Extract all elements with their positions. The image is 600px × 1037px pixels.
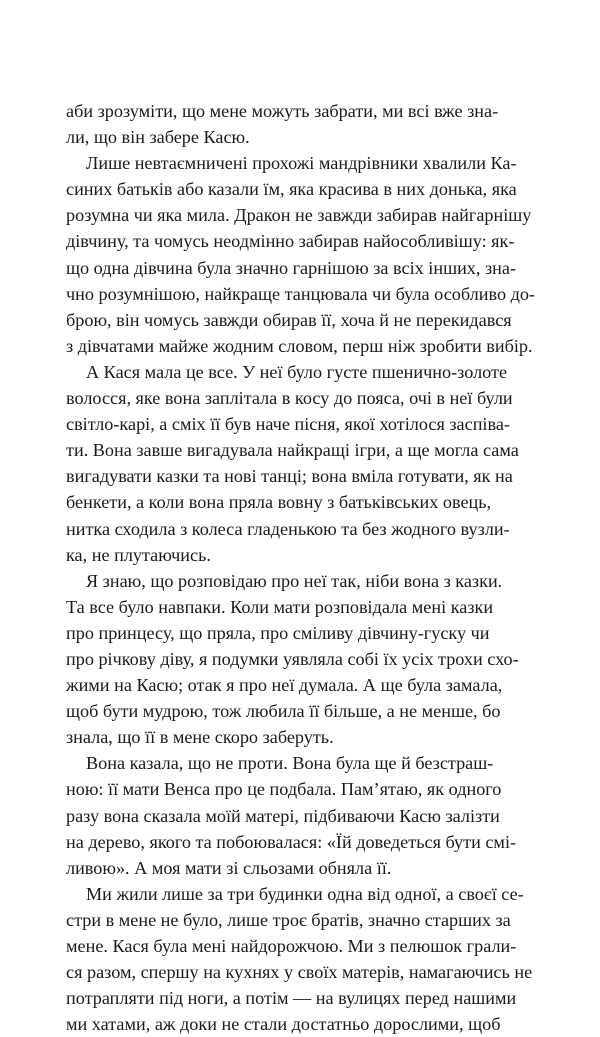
text-line: брою, він чомусь завжди обирав її, хоча й не перекидався (66, 309, 512, 330)
text-line: розумна чи яка мила. Дракон не завжди забирав найгарнішу (66, 205, 532, 226)
text-line: дівчину, та чомусь неодмінно забирав найособливішу: як- (66, 231, 515, 252)
text-line: нитка сходила з колеса гладенькою та без жодного вузли- (66, 518, 510, 539)
text-line: аби зрозуміти, що мене можуть забрати, ми всі вже зна- (66, 101, 499, 121)
text-line: ка, не плутаючись. (66, 544, 211, 565)
text-line: потрапляти під ноги, а потім — на вулицях перед нашими (66, 988, 517, 1009)
paragraph (66, 750, 517, 880)
text-line: вигадувати казки та нові танці; вона вміла готувати, як на (66, 466, 513, 487)
paragraph (66, 881, 533, 1037)
text-line: Лише невтаємничені прохожі мандрівники хвалили Ка- (86, 153, 517, 174)
text-line: ною: її мати Венса про це подбала. Пам’ятаю, як одного (66, 779, 502, 800)
paragraph (66, 359, 519, 568)
text-line: світло-карі, а сміх її був наче пісня, якої хотілося заспіва- (66, 414, 510, 435)
text-line: про принцесу, що пряла, про сміливу дівчину-гуску чи (66, 622, 490, 643)
paragraph (66, 568, 519, 751)
text-line: чно розумнішою, найкраще танцювала чи була особливо до- (66, 283, 535, 304)
text-line: ли, що він забере Касю. (66, 127, 250, 148)
text-line: Ми жили лише за три будинки одна від одної, а своєї се- (86, 883, 524, 904)
text-line: мене. Кася була мені найдорожчою. Ми з пелюшок грали- (66, 936, 517, 956)
text-line: щоб бути мудрою, тож любила її більше, а не менше, бо (66, 701, 501, 722)
text-line: Та все було навпаки. Коли мати розповідала мені казки (66, 596, 494, 617)
text-line: А Кася мала це все. У неї було густе пшенично-золоте (86, 361, 508, 382)
text-line: ся разом, спершу на кухнях у своїх матерів, намагаючись не (66, 962, 533, 983)
text-line: знала, що її в мене скоро заберуть. (66, 727, 334, 748)
text-line: Вона казала, що не проти. Вона була ще й безстраш- (86, 753, 494, 774)
body-text (66, 98, 535, 1037)
text-line: ливою». А моя мати зі сльозами обняла її. (66, 857, 392, 878)
text-line: ми хатами, аж доки не стали достатньо дорослими, щоб (66, 1014, 501, 1035)
text-line: про річкову діву, я подумки уявляла собі їх усіх трохи схо- (66, 648, 519, 669)
text-line: бенкети, а коли вона пряла вовну з батьківських овець, (66, 492, 492, 513)
text-line: стри в мене не було, лише троє братів, значно старших за (66, 909, 511, 930)
text-line: з дівчатами майже жодним словом, перш ніж зробити вибір. (66, 335, 533, 356)
paragraph (66, 98, 499, 150)
text-line: що одна дівчина була значно гарнішою за всіх інших, зна- (66, 257, 517, 278)
text-line: жими на Касю; отак я про неї думала. А ще була замала, (66, 675, 503, 696)
text-line: на дерево, якого та побоювалася: «Їй доведеться бути смі- (66, 831, 517, 852)
text-line: разу вона сказала моїй матері, підбиваючи Касю залізти (66, 805, 500, 826)
text-line: волосся, яке вона заплітала в косу до пояса, очі в неї були (66, 388, 513, 409)
text-line: синих батьків або казали їм, яка красива в них донька, яка (66, 179, 517, 200)
paragraph (66, 150, 535, 359)
text-line: Я знаю, що розповідаю про неї так, ніби вона з казки. (86, 570, 503, 591)
text-line: ти. Вона завше вигадувала найкращі ігри, а ще могла сама (66, 440, 519, 461)
